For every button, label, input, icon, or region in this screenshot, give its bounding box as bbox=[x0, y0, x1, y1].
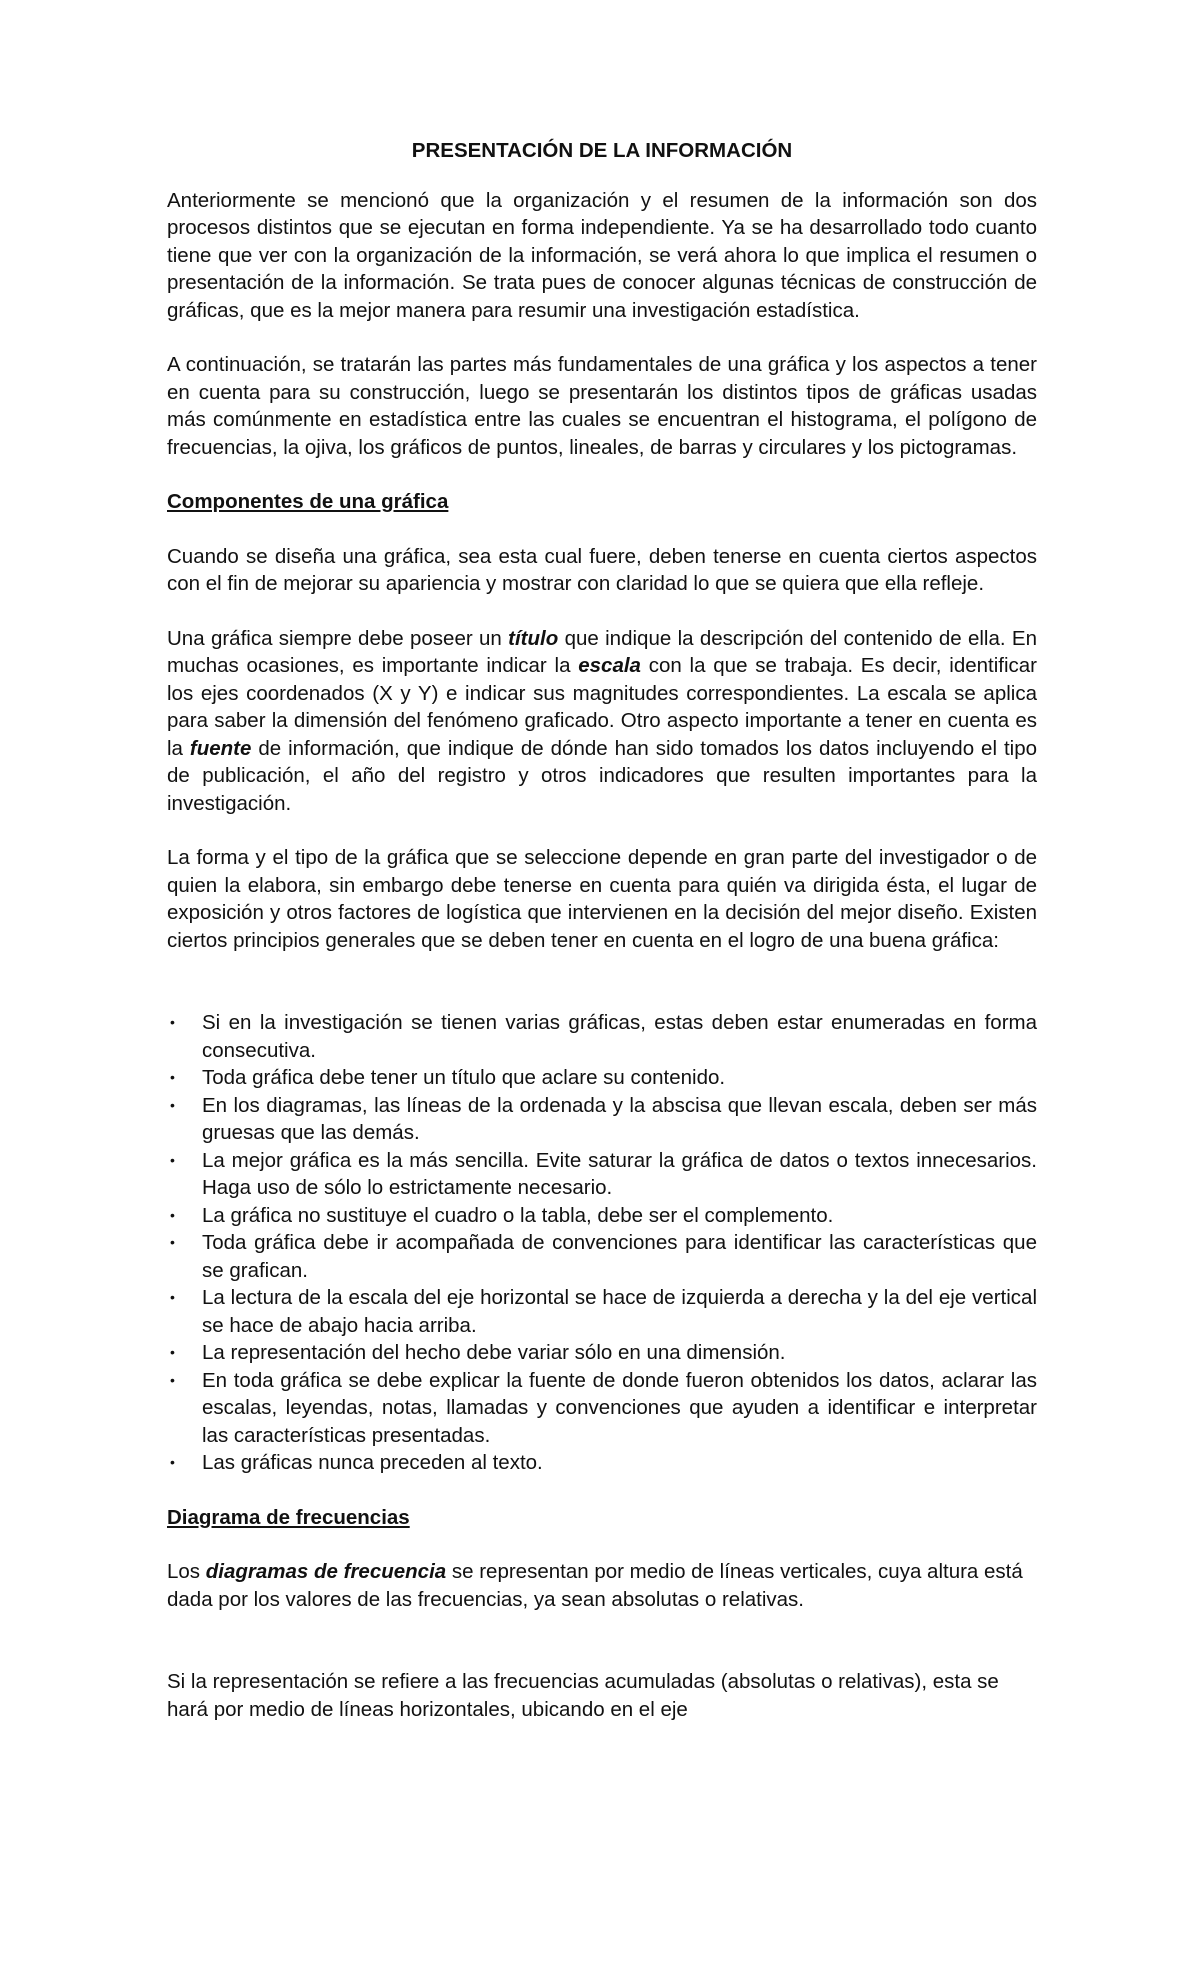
bullet-icon: • bbox=[170, 1371, 175, 1388]
bullet-text: La mejor gráfica es la más sencilla. Evite saturar la gráfica de datos o textos innecesarios. Haga uso de sólo lo estrictamente necesario. bbox=[202, 1148, 1037, 1199]
bullet-text: Las gráficas nunca preceden al texto. bbox=[202, 1451, 543, 1474]
bullet-icon: • bbox=[170, 1234, 175, 1250]
bullet-icon: • bbox=[170, 1289, 175, 1305]
bullet-text: En toda gráfica se debe explicar la fuente de donde fueron obtenidos los datos, aclarar las escalas, leyendas, notas, llamadas y convenciones que ayuden a identificar e interpretar las características presentadas. bbox=[202, 1368, 1037, 1447]
bullet-icon: • bbox=[170, 1454, 175, 1470]
text-run: se representan por medio de líneas verticales, cuya altura está dada por los valores de las frecuencias, ya sean absolutas o relativas. bbox=[167, 1560, 1023, 1611]
text-run: Los bbox=[167, 1560, 206, 1583]
text-run: que indique la descripción del contenido de ella. En muchas ocasiones, es importante indicar la bbox=[167, 626, 1037, 677]
componentes-paragraph-2 bbox=[167, 625, 1037, 818]
emphasis-titulo: título bbox=[508, 626, 559, 650]
bullet-item bbox=[167, 1284, 1037, 1339]
bullet-icon: • bbox=[170, 1096, 175, 1113]
bullet-text: La representación del hecho debe variar sólo en una dimensión. bbox=[202, 1341, 786, 1364]
bullet-item bbox=[167, 1147, 1037, 1202]
emphasis-diagramas-de-frecuencia: diagramas de frecuencia bbox=[205, 1560, 447, 1583]
bullet-icon: • bbox=[170, 1069, 175, 1085]
bullet-item bbox=[167, 1202, 1037, 1230]
principles-bullet-list bbox=[167, 1009, 1037, 1477]
document-title: PRESENTACIÓN DE LA INFORMACIÓN bbox=[411, 139, 793, 162]
spacer bbox=[167, 1640, 1037, 1668]
bullet-item bbox=[167, 1339, 1037, 1367]
bullet-item bbox=[167, 1449, 1037, 1477]
bullet-item bbox=[167, 1229, 1037, 1284]
bullet-item bbox=[167, 1064, 1037, 1092]
bullet-text: La gráfica no sustituye el cuadro o la tabla, debe ser el complemento. bbox=[202, 1203, 834, 1227]
bullet-text: En los diagramas, las líneas de la ordenada y la abscisa que llevan escala, deben ser más gruesas que las demás. bbox=[202, 1093, 1037, 1144]
text-run: de información, que indique de dónde han sido tomados los datos incluyendo el tipo de publicación, el año del registro y otros indicadores que resulten importantes para la investigación. bbox=[167, 736, 1038, 815]
bullet-icon: • bbox=[170, 1014, 175, 1030]
bullet-icon: • bbox=[170, 1344, 175, 1360]
text-run: Una gráfica siempre debe poseer un bbox=[167, 626, 509, 650]
componentes-paragraph-3: La forma y el tipo de la gráfica que se seleccione depende en gran parte del investigador o de quien la elabora, sin embargo debe tenerse en cuenta para quién va dirigida ésta, el lugar de exposición y otros factores de logística que intervienen en la decisión del mejor diseño. Existen ciertos principios generales que se deben tener en cuenta en el logro de una buena gráfica: bbox=[167, 846, 1037, 952]
section-heading-componentes: Componentes de una gráfica bbox=[167, 490, 449, 513]
document-page bbox=[167, 137, 1037, 1750]
bullet-icon: • bbox=[170, 1151, 175, 1168]
diagrama-paragraph-2: Si la representación se refiere a las frecuencias acumuladas (absolutas o relativas), esta se hará por medio de líneas horizontales, ubicando en el eje bbox=[167, 1670, 999, 1721]
intro-paragraph-2: A continuación, se tratarán las partes más fundamentales de una gráfica y los aspectos a tener en cuenta para su construcción, luego se presentarán los distintos tipos de gráficas usadas más comúnmente en estadística entre las cuales se encuentran el histograma, el polígono de frecuencias, la ojiva, los gráficos de puntos, lineales, de barras y circulares y los pictogramas. bbox=[167, 353, 1037, 459]
bullet-text: Toda gráfica debe tener un título que aclare su contenido. bbox=[202, 1066, 726, 1089]
componentes-paragraph-1: Cuando se diseña una gráfica, sea esta cual fuere, deben tenerse en cuenta ciertos aspectos con el fin de mejorar su apariencia y mostrar con claridad lo que se quiera que ella refleje. bbox=[167, 544, 1037, 595]
text-run: con la que se trabaja. Es decir, identificar los ejes coordenados (X y Y) e indicar sus magnitudes correspondientes. La escala se aplica para saber la dimensión del fenómeno graficado. Otro aspecto importante a tener en cuenta es la bbox=[167, 654, 1037, 760]
section-heading-diagrama: Diagrama de frecuencias bbox=[167, 1505, 410, 1529]
bullet-text: Toda gráfica debe ir acompañada de convenciones para identificar las características que se grafican. bbox=[202, 1231, 1037, 1282]
bullet-item bbox=[167, 1092, 1037, 1147]
bullet-text: La lectura de la escala del eje horizontal se hace de izquierda a derecha y la del eje vertical se hace de abajo hacia arriba. bbox=[202, 1286, 1037, 1337]
bullet-icon: • bbox=[170, 1206, 175, 1223]
bullet-item bbox=[167, 1367, 1037, 1450]
emphasis-fuente: fuente bbox=[189, 736, 252, 760]
bullet-item bbox=[167, 1009, 1037, 1064]
spacer bbox=[167, 982, 1037, 1009]
bullet-text: Si en la investigación se tienen varias gráficas, estas deben estar enumeradas en forma consecutiva. bbox=[202, 1011, 1037, 1062]
spacer bbox=[167, 954, 1037, 982]
intro-paragraph-1: Anteriormente se mencionó que la organización y el resumen de la información son dos procesos distintos que se ejecutan en forma independiente. Ya se ha desarrollado todo cuanto tiene que ver con la organización de la información, se verá ahora lo que implica el resumen o presentación de la información. Se trata pues de conocer algunas técnicas de construcción de gráficas, que es la mejor manera para resumir una investigación estadística. bbox=[167, 188, 1037, 322]
diagrama-paragraph-1 bbox=[167, 1558, 1037, 1613]
emphasis-escala: escala bbox=[578, 654, 641, 677]
